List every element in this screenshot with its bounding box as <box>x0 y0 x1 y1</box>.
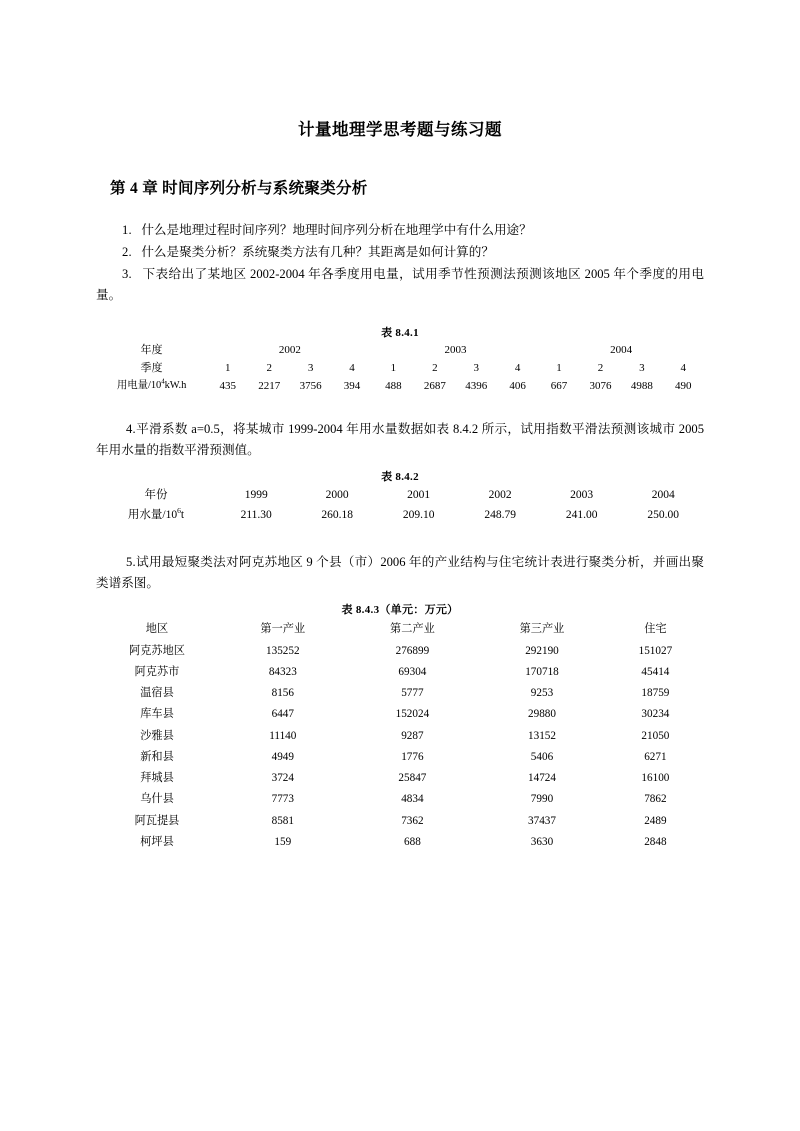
table-843-region-9: 柯坪县 <box>140 835 174 848</box>
table-843-cell-4-4: 21050 <box>641 729 670 742</box>
table-841-quarter-3: 4 <box>349 361 355 374</box>
table-row <box>96 683 704 704</box>
table-841-label-usage <box>96 377 207 395</box>
table-843-cell-1-4: 45414 <box>641 665 670 678</box>
table-843-cell-9-4: 2848 <box>644 835 667 848</box>
table-842-value-4: 241.00 <box>565 509 598 522</box>
table-843-header-2: 第二产业 <box>390 623 435 636</box>
table-841-year-0: 2002 <box>278 344 301 357</box>
table-843-cell-4-3: 13152 <box>528 729 556 742</box>
table-841-value-5: 2687 <box>423 379 446 392</box>
question-4-block <box>96 419 704 526</box>
table-842-value-2: 209.10 <box>402 509 435 522</box>
table-841-quarter-9: 2 <box>597 361 604 374</box>
table-843-cell-0-1: 135252 <box>266 644 300 657</box>
table-842-year-1: 2000 <box>325 489 349 502</box>
question-text-3: 下表给出了某地区 2002-2004 年各季度用电量，试用季节性预测法预测该地区 2005 年个季度的用电量。 <box>96 266 704 302</box>
table-841-quarter-6: 3 <box>473 361 479 374</box>
table-841-quarter-11: 4 <box>680 361 687 374</box>
table-841-year-1: 2003 <box>444 344 467 357</box>
table-842-year-5: 2004 <box>651 489 675 502</box>
question-item-5 <box>96 552 704 594</box>
table-header-row <box>96 619 704 640</box>
table-841-value-10: 4988 <box>630 379 653 392</box>
table-842-usage-text: 用水量/10 <box>127 509 178 522</box>
table-843-region-8: 阿瓦提县 <box>134 814 180 827</box>
table-843-cell-8-4: 2489 <box>644 814 667 827</box>
table-841-value-4: 488 <box>385 379 402 392</box>
table-843-region-1: 阿克苏市 <box>134 665 180 678</box>
table-843-region-7: 乌什县 <box>140 793 174 806</box>
question-text-1: 什么是地理过程时间序列？地理时间序列分析在地理学中有什么用途？ <box>141 222 532 237</box>
question-item-2 <box>96 242 704 263</box>
question-item-1 <box>96 220 704 241</box>
table-843-region-3: 库车县 <box>140 708 174 721</box>
table-843-region-2: 温宿县 <box>140 687 174 700</box>
table-842-value-0: 211.30 <box>240 509 272 522</box>
chapter-heading: 第 4 章 时间序列分析与系统聚类分析 <box>110 179 368 197</box>
table-row <box>96 704 704 725</box>
table-842-value-5: 250.00 <box>647 509 680 522</box>
table-843-cell-8-2: 7362 <box>401 814 424 827</box>
table-841-value-1: 2217 <box>258 379 281 392</box>
table-841-value-7: 406 <box>509 379 526 392</box>
table-842-year-2: 2001 <box>407 489 431 502</box>
table-842-usage-exponent: 6 <box>177 506 181 516</box>
question-number-1: 1. <box>122 222 132 237</box>
table-row <box>96 662 704 683</box>
table-843-cell-7-2: 4834 <box>401 793 424 806</box>
table-843-cell-4-2: 9287 <box>401 729 424 742</box>
table-843-cell-5-3: 5406 <box>530 750 554 763</box>
table-841-year-2: 2004 <box>610 344 633 357</box>
table-row <box>96 810 704 831</box>
table-843-cell-2-1: 8156 <box>271 687 294 700</box>
table-843-cell-5-4: 6271 <box>644 750 667 763</box>
table-841-quarter-0: 1 <box>225 361 231 374</box>
table-841-label-quarter: 季度 <box>140 361 163 374</box>
table-841-value-2: 3756 <box>299 379 322 392</box>
table-843-header-1: 第一产业 <box>260 623 306 636</box>
table-843-cell-4-1: 11140 <box>269 729 297 742</box>
table-841-usage-exponent: 4 <box>161 378 165 386</box>
table-841-quarter-5: 2 <box>432 361 438 374</box>
table-842 <box>96 486 704 526</box>
table-841-quarter-8: 1 <box>556 361 562 374</box>
table-row <box>96 377 704 395</box>
table-842-caption: 表 8.4.2 <box>381 470 419 483</box>
table-row <box>96 486 704 506</box>
table-row <box>96 640 704 661</box>
table-841-block <box>96 324 704 395</box>
table-843-cell-1-3: 170718 <box>525 665 559 678</box>
table-row <box>96 832 704 853</box>
table-843-region-6: 拜城县 <box>140 772 174 785</box>
table-843-region-0: 阿克苏地区 <box>129 644 185 657</box>
table-843-cell-7-3: 7990 <box>530 793 554 806</box>
table-843-cell-6-4: 16100 <box>641 772 670 785</box>
table-843-cell-3-3: 29880 <box>528 708 556 721</box>
table-843-cell-8-1: 8581 <box>271 814 294 827</box>
table-843-cell-8-3: 37437 <box>528 814 556 827</box>
table-841-value-11: 490 <box>675 379 692 392</box>
table-row <box>96 359 704 377</box>
table-842-label-usage <box>96 506 216 526</box>
table-row <box>96 506 704 526</box>
table-843-cell-6-2: 25847 <box>398 772 427 785</box>
table-843-header-0: 地区 <box>145 623 169 636</box>
table-843-cell-9-2: 688 <box>404 835 421 848</box>
table-841-usage-text: 用电量/10 <box>116 379 162 391</box>
question-5-block <box>96 552 704 853</box>
table-843-header-4: 住宅 <box>644 623 667 636</box>
table-841-usage-unit: kW.h <box>164 379 187 391</box>
table-843-region-5: 新和县 <box>140 750 174 763</box>
table-842-year-0: 1999 <box>244 489 268 502</box>
table-843-cell-3-2: 152024 <box>395 708 430 721</box>
table-row <box>96 342 704 360</box>
table-843-cell-9-3: 3630 <box>530 835 554 848</box>
table-841-quarter-10: 3 <box>639 361 645 374</box>
table-841-value-0: 435 <box>219 379 237 392</box>
question-text-4: 平滑系数 a=0.5，将某城市 1999-2004 年用水量数据如表 8.4.2 所示，试用指数平滑法预测该城市 2005 年用水量的指数平滑预测值。 <box>96 421 704 457</box>
table-843-cell-5-2: 1776 <box>401 750 424 763</box>
table-841-quarter-7: 4 <box>514 361 521 374</box>
table-843-cell-1-2: 69304 <box>398 665 427 678</box>
table-row <box>96 768 704 789</box>
question-number-5: 5. <box>126 555 136 570</box>
table-842-value-3: 248.79 <box>484 509 516 522</box>
table-843-header-3: 第三产业 <box>519 623 565 636</box>
table-843 <box>96 619 704 853</box>
table-842-year-3: 2002 <box>488 489 512 502</box>
table-842-value-1: 260.18 <box>321 509 353 522</box>
table-843-cell-3-4: 30234 <box>641 708 670 721</box>
table-row <box>96 789 704 810</box>
page-title: 计量地理学思考题与练习题 <box>298 120 502 139</box>
table-841-quarter-1: 2 <box>266 361 272 374</box>
table-843-cell-9-1: 159 <box>274 835 292 848</box>
table-843-cell-0-3: 292190 <box>525 644 559 657</box>
table-841-label-year: 年度 <box>140 344 163 357</box>
page-content <box>96 0 704 853</box>
question-text-5: 试用最短聚类法对阿克苏地区 9 个县（市）2006 年的产业结构与住宅统计表进行聚类分析，并画出聚类谱系图。 <box>96 555 704 591</box>
question-list <box>96 220 704 306</box>
table-843-caption: 表 8.4.3（单元：万元） <box>341 604 459 617</box>
table-row <box>96 725 704 746</box>
table-row <box>96 747 704 768</box>
table-843-cell-0-2: 276899 <box>395 644 430 657</box>
table-841-value-8: 667 <box>550 379 568 392</box>
table-841-value-9: 3076 <box>589 379 612 392</box>
table-843-cell-7-4: 7862 <box>644 793 667 806</box>
table-843-cell-5-1: 4949 <box>271 750 294 763</box>
table-842-usage-unit: t <box>180 509 185 522</box>
table-841-value-6: 4396 <box>465 379 488 392</box>
table-841-caption: 表 8.4.1 <box>381 326 419 339</box>
table-843-cell-6-1: 3724 <box>271 772 294 785</box>
question-number-2: 2. <box>122 244 132 259</box>
table-841-quarter-2: 3 <box>307 361 314 374</box>
table-843-cell-6-3: 14724 <box>528 772 556 785</box>
table-843-region-4: 沙雅县 <box>140 729 174 742</box>
question-item-3 <box>96 264 704 306</box>
question-item-4 <box>96 419 704 461</box>
question-text-2: 什么是聚类分析？系统聚类方法有几种？其距离是如何计算的？ <box>141 244 494 259</box>
table-841-quarter-4: 1 <box>390 361 397 374</box>
table-841-value-3: 394 <box>343 379 361 392</box>
table-841 <box>96 342 704 395</box>
question-number-3: 3. <box>122 266 132 281</box>
table-843-cell-0-4: 151027 <box>638 644 673 657</box>
table-843-cell-2-4: 18759 <box>641 687 670 700</box>
table-842-label-year: 年份 <box>144 489 168 502</box>
table-843-cell-1-1: 84323 <box>268 665 297 678</box>
table-843-cell-2-2: 5777 <box>401 687 424 700</box>
table-842-year-4: 2003 <box>570 489 594 502</box>
table-843-cell-7-1: 7773 <box>271 793 294 806</box>
table-843-cell-2-3: 9253 <box>530 687 554 700</box>
question-number-4: 4. <box>126 421 136 436</box>
table-843-cell-3-1: 6447 <box>271 708 294 721</box>
